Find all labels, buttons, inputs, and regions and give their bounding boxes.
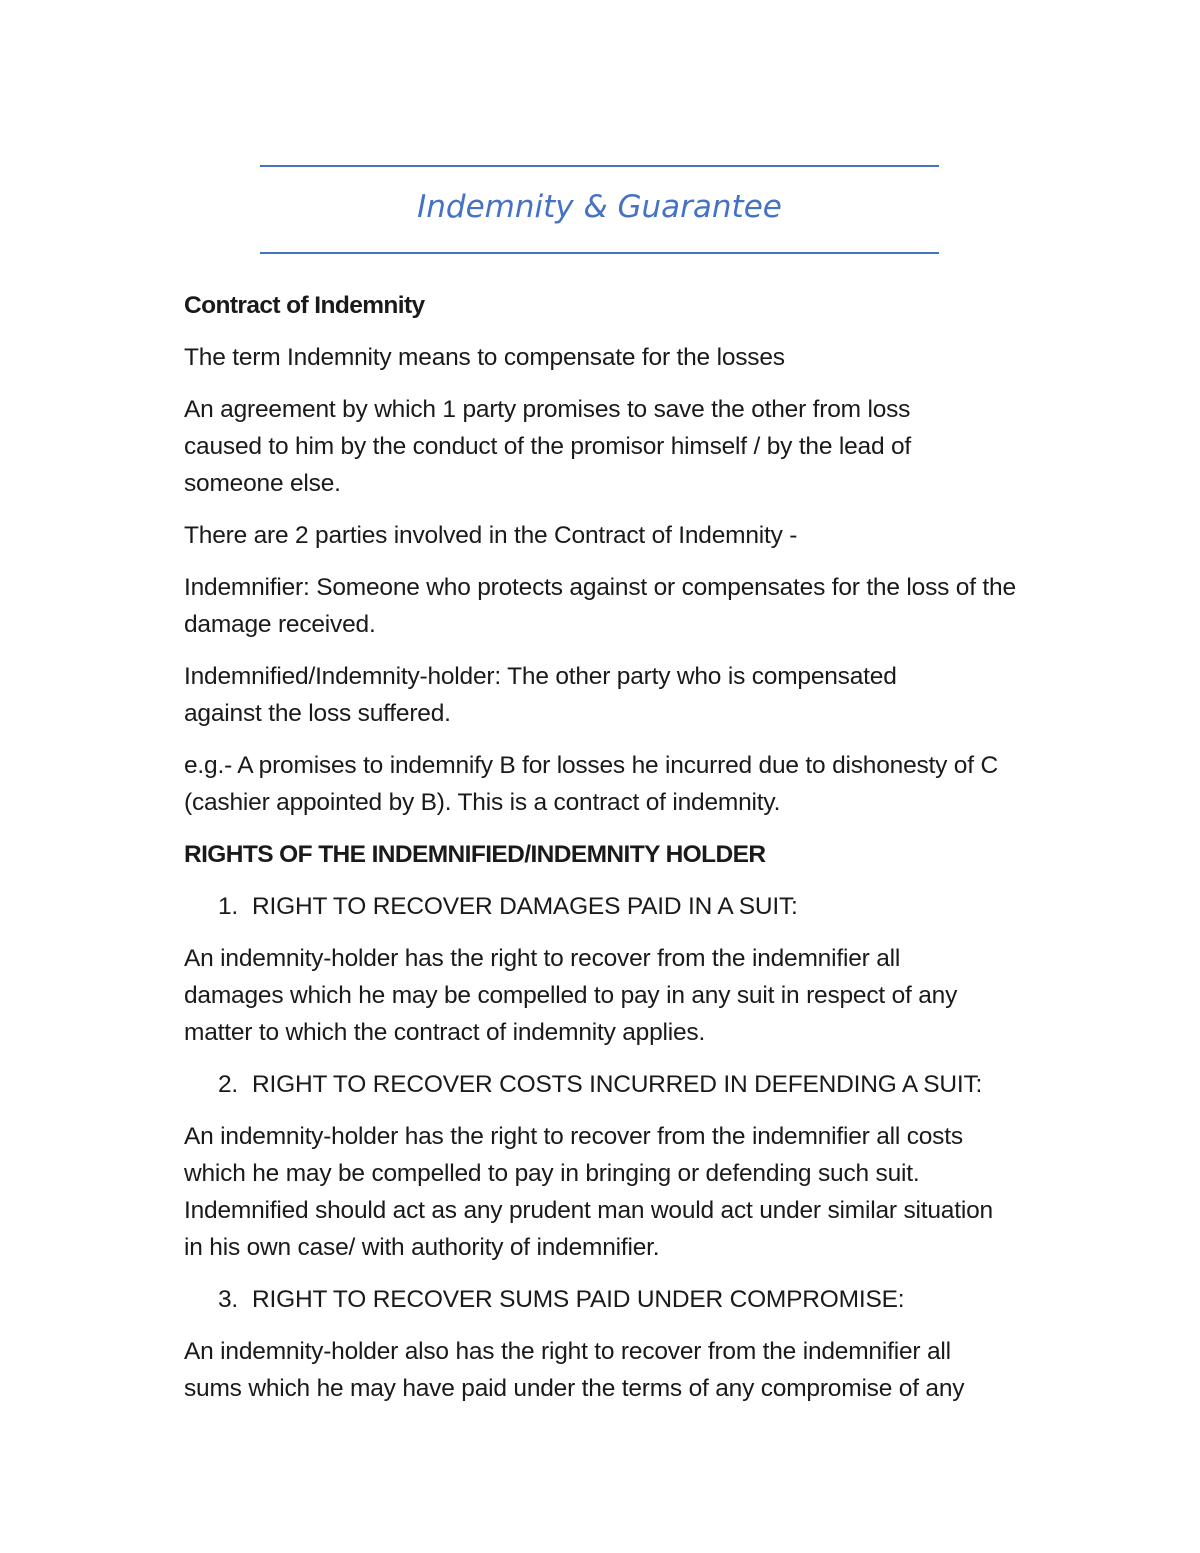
document-body [184,287,1024,1422]
list-number: 3. [218,1286,239,1313]
paragraph-agreement: An agreement by which 1 party promises to save the other from loss caused to him by the conduct of the promisor himself / by the lead of someone else. [184,396,912,497]
paragraph-right-1: An indemnity-holder has the right to recover from the indemnifier all damages which he may be compelled to pay in any suit in respect of any matter to which the contract of indemnity applies. [184,945,958,1046]
paragraph-parties: There are 2 parties involved in the Contract of Indemnity - [184,522,798,549]
paragraph-definition: The term Indemnity means to compensate for the losses [184,344,785,371]
heading-contract-of-indemnity: Contract of Indemnity [184,292,425,319]
title-top-rule [260,165,939,167]
title-bottom-rule [260,252,939,254]
paragraph-right-3: An indemnity-holder also has the right to recover from the indemnifier all sums which he may have paid under the terms of any compromise of any [184,1338,965,1402]
list-label: RIGHT TO RECOVER SUMS PAID UNDER COMPROMISE: [252,1286,905,1313]
paragraph-indemnifier: Indemnifier: Someone who protects against or compensates for the loss of the damage received. [184,574,1016,638]
list-item-right-3 [184,1281,1024,1318]
paragraph-right-2: An indemnity-holder has the right to recover from the indemnifier all costs which he may be compelled to pay in bringing or defending such suit. Indemnified should act as any prudent man would act under similar situation in his own case/ with authority of indemnifier. [184,1123,993,1261]
list-item-right-1 [184,888,1024,925]
document-title: Indemnity & Guarantee [417,189,782,225]
paragraph-example: e.g.- A promises to indemnify B for losses he incurred due to dishonesty of C (cashier appointed by B). This is a contract of indemnity. [184,752,998,816]
list-label: RIGHT TO RECOVER COSTS INCURRED IN DEFENDING A SUIT: [252,1071,983,1098]
paragraph-indemnified: Indemnified/Indemnity-holder: The other party who is compensated against the loss suffered. [184,663,897,727]
list-number: 2. [218,1071,239,1098]
list-label: RIGHT TO RECOVER DAMAGES PAID IN A SUIT: [252,893,798,920]
heading-rights: RIGHTS OF THE INDEMNIFIED/INDEMNITY HOLDER [184,841,766,868]
list-number: 1. [218,893,239,920]
list-item-right-2 [184,1066,1024,1103]
